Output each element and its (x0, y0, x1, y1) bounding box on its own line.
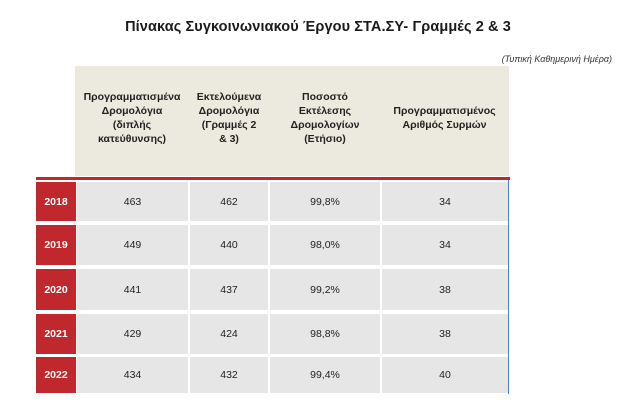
table-cell: 440 (190, 225, 268, 265)
header-executed-routes (189, 90, 269, 146)
header-execution-percentage (269, 90, 381, 146)
subtitle: (Τυπική Καθημερινή Ημέρα) (501, 54, 612, 64)
table-cell: 99,4% (270, 357, 380, 393)
table-cell: 449 (77, 225, 188, 265)
header-divider (36, 177, 510, 180)
header-line: Προγραμματισμένος (393, 105, 496, 117)
table-right-border (508, 180, 509, 394)
year-cell: 2019 (36, 225, 76, 265)
table-cell: 40 (382, 357, 508, 393)
table-cell: 432 (190, 357, 268, 393)
header-line: (Ετήσιο) (304, 133, 346, 145)
header-line: (διπλής (112, 119, 152, 131)
table-cell: 38 (382, 269, 508, 310)
year-cell: 2022 (36, 357, 76, 393)
table-cell: 441 (77, 269, 188, 310)
year-cell: 2020 (36, 269, 76, 310)
header-line: κατεύθυνσης) (98, 133, 166, 145)
table-cell: 463 (77, 182, 188, 221)
table-cell: 437 (190, 269, 268, 310)
table-cell: 34 (382, 182, 508, 221)
header-line: & 3) (219, 133, 239, 145)
header-line: Δρομολογίων (290, 119, 360, 131)
table-cell: 434 (77, 357, 188, 393)
header-line: Προγραμματισμένα (83, 91, 181, 103)
header-line: Δρομολόγια (198, 105, 260, 117)
header-line: (Γραμμές 2 (201, 119, 257, 131)
table-cell: 429 (77, 314, 188, 354)
table-cell: 424 (190, 314, 268, 354)
table-cell: 34 (382, 225, 508, 265)
header-line: Ποσοστό (302, 91, 348, 103)
header-line: Δρομολόγια (101, 105, 163, 117)
table-cell: 98,0% (270, 225, 380, 265)
year-cell: 2021 (36, 314, 76, 354)
page-title: Πίνακας Συγκοινωνιακού Έργου ΣΤΑ.ΣΥ- Γραμμές 2 & 3 (125, 19, 511, 35)
header-scheduled-trains (381, 104, 508, 132)
table-cell: 99,2% (270, 269, 380, 310)
table-cell: 462 (190, 182, 268, 221)
table-cell: 99,8% (270, 182, 380, 221)
year-cell: 2018 (36, 182, 76, 221)
header-line: Αριθμός Συρμών (402, 119, 487, 131)
table-cell: 98,8% (270, 314, 380, 354)
header-line: Εκτέλεσης (298, 105, 352, 117)
table-cell: 38 (382, 314, 508, 354)
header-line: Εκτελούμενα (196, 91, 262, 103)
header-scheduled-routes (75, 90, 189, 146)
